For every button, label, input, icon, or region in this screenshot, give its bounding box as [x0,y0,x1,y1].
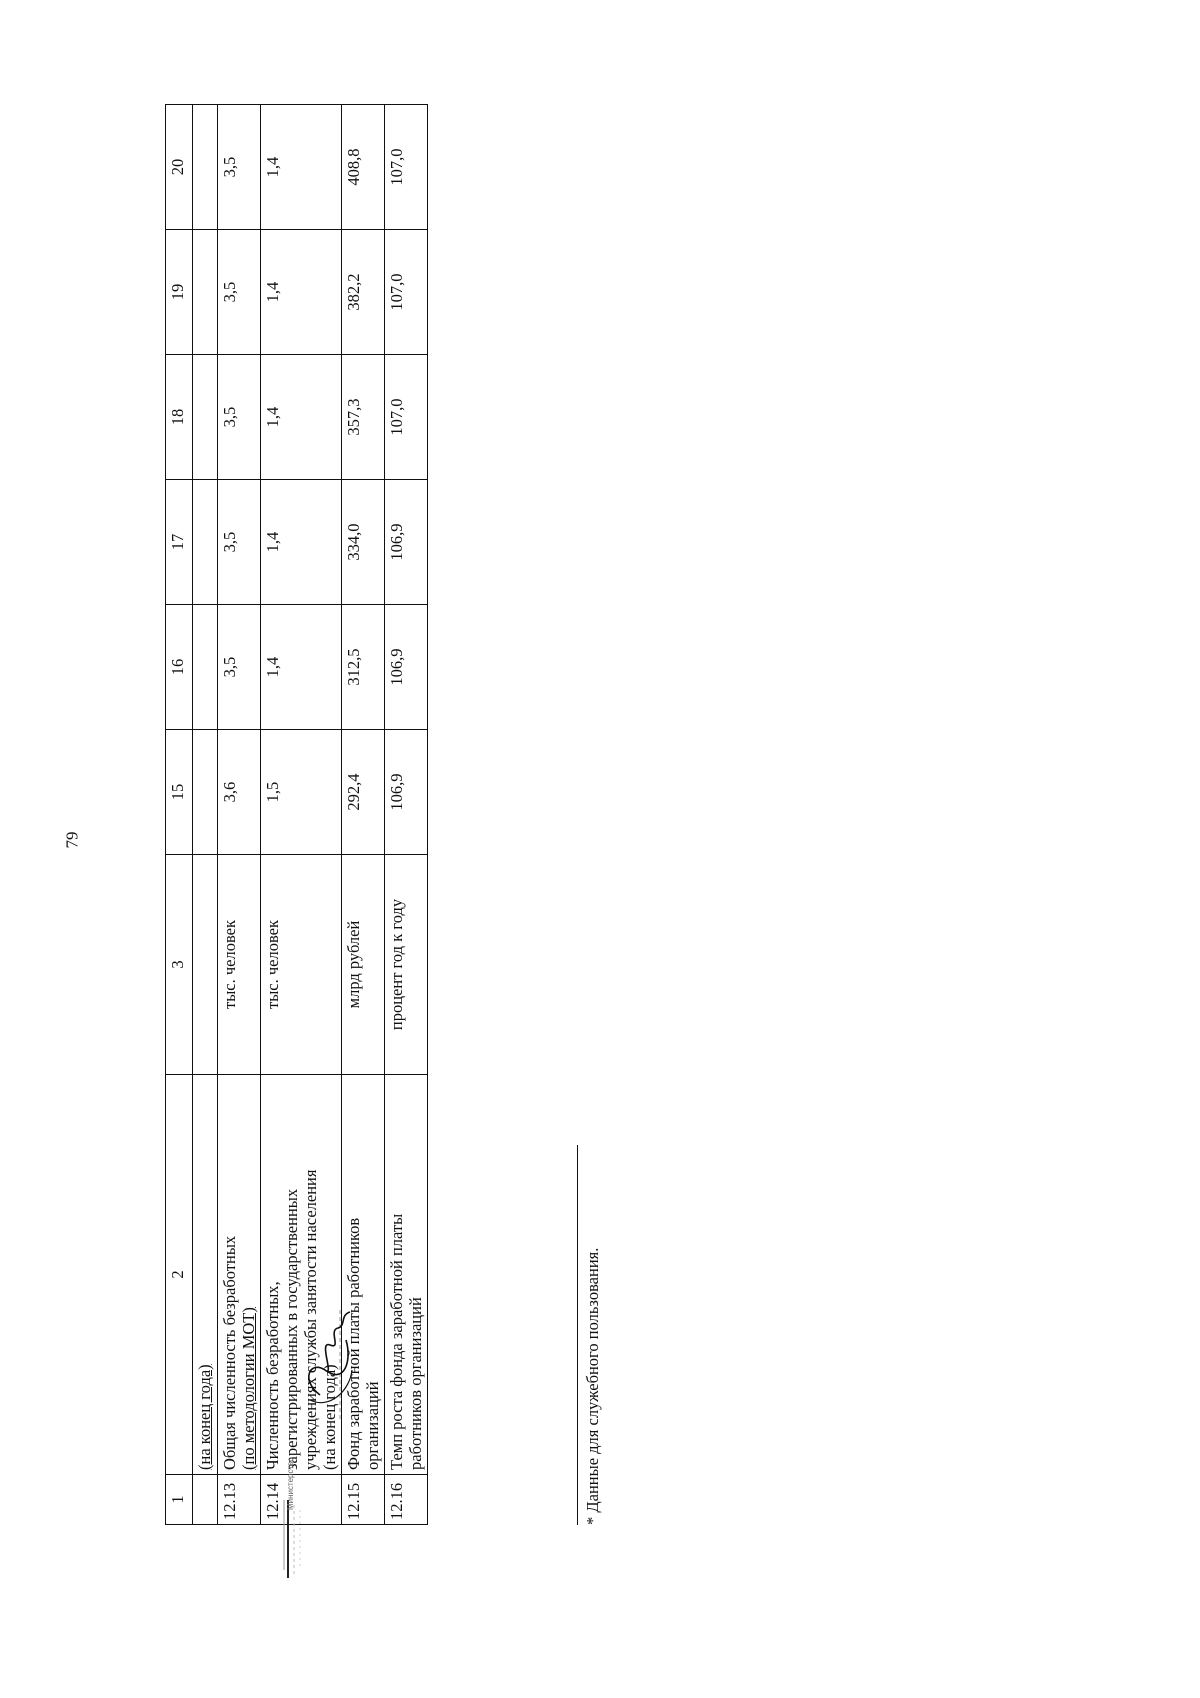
value-cell: 312,5 [342,605,385,730]
value-cell: 1,5 [261,730,342,855]
header-cell: 15 [166,730,193,855]
value-cell: 1,4 [261,605,342,730]
value-cell: 292,4 [342,730,385,855]
row-unit: млрд рублей [342,855,385,1075]
empty-cell [193,730,218,855]
row-code: 12.13 [218,1475,261,1525]
row-unit: тыс. человек [218,855,261,1075]
value-cell: 1,4 [261,105,342,230]
header-cell: 3 [166,855,193,1075]
row-label-line: зарегистрированных в государственных [282,1188,301,1470]
row-label-line: Численность безработных, [263,1281,282,1470]
value-cell: 106,9 [385,730,428,855]
value-cell: 107,0 [385,355,428,480]
header-cell: 17 [166,480,193,605]
value-cell: 107,0 [385,105,428,230]
header-cell: 2 [166,1075,193,1475]
value-cell: 106,9 [385,605,428,730]
row-code: 12.16 [385,1475,428,1525]
table-row [193,105,218,1525]
row-label [218,1075,261,1475]
value-cell: 1,4 [261,230,342,355]
row-label-line: Общая численность безработных [220,1235,239,1470]
continuation-label: (на конец года) [195,1364,214,1470]
stamp-text: Министерство [286,1457,295,1510]
value-cell: 3,5 [218,105,261,230]
header-cell: 16 [166,605,193,730]
value-cell: 3,5 [218,605,261,730]
empty-cell [193,605,218,730]
row-label-line: Темп роста фонда заработной платы [387,1213,406,1470]
table-row [218,105,261,1525]
row-code: 12.15 [342,1475,385,1525]
header-cell: 19 [166,230,193,355]
empty-cell [193,105,218,230]
value-cell: 1,4 [261,480,342,605]
row-unit: процент год к году [385,855,428,1075]
row-label-line: учреждениях службы занятости населения [301,1169,320,1470]
row-label-line: (по методологии МОТ) [239,1307,258,1470]
value-cell: 3,5 [218,480,261,605]
header-cell: 20 [166,105,193,230]
signature-icon [280,1300,360,1580]
empty-cell [193,855,218,1075]
row-label-line: Фонд заработной платы работников [344,1217,363,1470]
table-header-row [166,105,193,1525]
row-label-line: организаций [363,1381,382,1470]
row-code: 12.14 [261,1475,342,1525]
rotated-content [165,105,805,1525]
page-number: 79 [62,831,82,849]
value-cell: 3,5 [218,230,261,355]
value-cell: 106,9 [385,480,428,605]
empty-cell [193,230,218,355]
row-label [385,1075,428,1475]
value-cell: 3,6 [218,730,261,855]
value-cell: 334,0 [342,480,385,605]
empty-cell [193,1475,218,1525]
table-row [385,105,428,1525]
empty-cell [193,355,218,480]
footnote: * Данные для служебного пользования. [583,1247,602,1525]
row-unit: тыс. человек [261,855,342,1075]
header-cell: 18 [166,355,193,480]
value-cell: 107,0 [385,230,428,355]
value-cell: 357,3 [342,355,385,480]
value-cell: 408,8 [342,105,385,230]
header-cell: 1 [166,1475,193,1525]
footnote-divider [577,1145,578,1525]
empty-cell [193,480,218,605]
value-cell: 3,5 [218,355,261,480]
value-cell: 382,2 [342,230,385,355]
signature-stamp [280,1300,360,1580]
value-cell: 1,4 [261,355,342,480]
continuation-text [193,1075,218,1475]
row-label-line: работников организаций [406,1297,425,1470]
row-label-line: (на конец года) [320,1364,339,1470]
